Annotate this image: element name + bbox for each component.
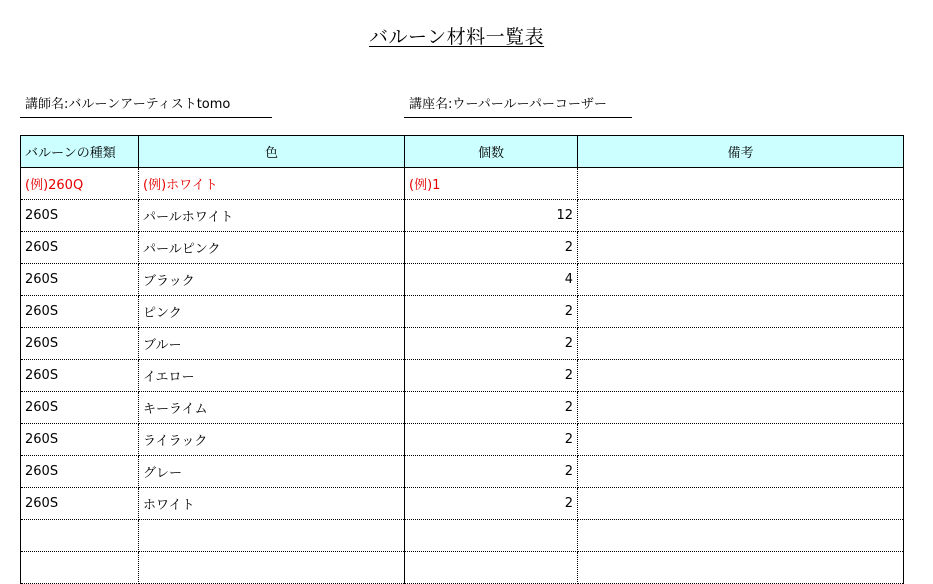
balloon-type-cell[interactable]: 260S: [21, 360, 139, 392]
table-row: [21, 392, 904, 424]
balloon-type-cell[interactable]: 260S: [21, 488, 139, 520]
column-header-notes: 備考: [578, 136, 904, 168]
page-title: バルーン材料一覧表: [369, 26, 545, 48]
color-cell[interactable]: ライラック: [139, 424, 405, 456]
notes-cell[interactable]: [578, 296, 904, 328]
table-row: [21, 200, 904, 232]
color-cell[interactable]: パールピンク: [139, 232, 405, 264]
table-row: [21, 264, 904, 296]
table-row: [21, 552, 904, 584]
column-header-quantity: 個数: [405, 136, 578, 168]
table-header-row: [21, 136, 904, 168]
example-color-cell[interactable]: (例)ホワイト: [139, 168, 405, 200]
example-notes-cell[interactable]: [578, 168, 904, 200]
balloon-type-cell[interactable]: 260S: [21, 328, 139, 360]
notes-cell[interactable]: [578, 328, 904, 360]
quantity-cell[interactable]: 2: [405, 232, 578, 264]
notes-cell[interactable]: [578, 456, 904, 488]
instructor-name-label: 講師名:バルーンアーティストtomo: [25, 97, 231, 112]
balloon-type-cell[interactable]: 260S: [21, 264, 139, 296]
table-row: [21, 360, 904, 392]
balloon-type-cell[interactable]: 260S: [21, 200, 139, 232]
quantity-cell[interactable]: [405, 520, 578, 552]
quantity-cell[interactable]: 2: [405, 456, 578, 488]
quantity-cell[interactable]: [405, 552, 578, 584]
table-row: [21, 488, 904, 520]
quantity-cell[interactable]: 2: [405, 392, 578, 424]
balloon-type-cell[interactable]: [21, 552, 139, 584]
course-underline: [404, 117, 632, 118]
notes-cell[interactable]: [578, 552, 904, 584]
balloon-type-cell[interactable]: 260S: [21, 296, 139, 328]
quantity-cell[interactable]: 12: [405, 200, 578, 232]
example-row: [21, 168, 904, 200]
table-row: [21, 232, 904, 264]
balloon-type-cell[interactable]: 260S: [21, 392, 139, 424]
notes-cell[interactable]: [578, 520, 904, 552]
instructor-underline: [20, 117, 272, 118]
example-balloon-type-cell[interactable]: (例)260Q: [21, 168, 139, 200]
color-cell[interactable]: キーライム: [139, 392, 405, 424]
notes-cell[interactable]: [578, 232, 904, 264]
notes-cell[interactable]: [578, 264, 904, 296]
notes-cell[interactable]: [578, 392, 904, 424]
balloon-type-cell[interactable]: [21, 520, 139, 552]
notes-cell[interactable]: [578, 424, 904, 456]
table-row: [21, 328, 904, 360]
balloon-type-cell[interactable]: 260S: [21, 232, 139, 264]
quantity-cell[interactable]: 2: [405, 296, 578, 328]
table-row: [21, 456, 904, 488]
color-cell[interactable]: イエロー: [139, 360, 405, 392]
table-row: [21, 424, 904, 456]
notes-cell[interactable]: [578, 200, 904, 232]
balloon-type-cell[interactable]: 260S: [21, 456, 139, 488]
color-cell[interactable]: ブルー: [139, 328, 405, 360]
quantity-cell[interactable]: 2: [405, 328, 578, 360]
column-header-balloon-type: バルーンの種類: [21, 136, 139, 168]
color-cell[interactable]: [139, 552, 405, 584]
color-cell[interactable]: パールホワイト: [139, 200, 405, 232]
quantity-cell[interactable]: 2: [405, 488, 578, 520]
color-cell[interactable]: ブラック: [139, 264, 405, 296]
example-quantity-cell[interactable]: (例)1: [405, 168, 578, 200]
color-cell[interactable]: ピンク: [139, 296, 405, 328]
table-row: [21, 296, 904, 328]
color-cell[interactable]: ホワイト: [139, 488, 405, 520]
notes-cell[interactable]: [578, 360, 904, 392]
course-name-label: 講座名:ウーパールーパーコーザー: [409, 97, 607, 112]
quantity-cell[interactable]: 2: [405, 424, 578, 456]
notes-cell[interactable]: [578, 488, 904, 520]
quantity-cell[interactable]: 2: [405, 360, 578, 392]
color-cell[interactable]: グレー: [139, 456, 405, 488]
table-row: [21, 520, 904, 552]
column-header-color: 色: [139, 136, 405, 168]
color-cell[interactable]: [139, 520, 405, 552]
quantity-cell[interactable]: 4: [405, 264, 578, 296]
balloon-type-cell[interactable]: 260S: [21, 424, 139, 456]
materials-table: [20, 135, 904, 584]
